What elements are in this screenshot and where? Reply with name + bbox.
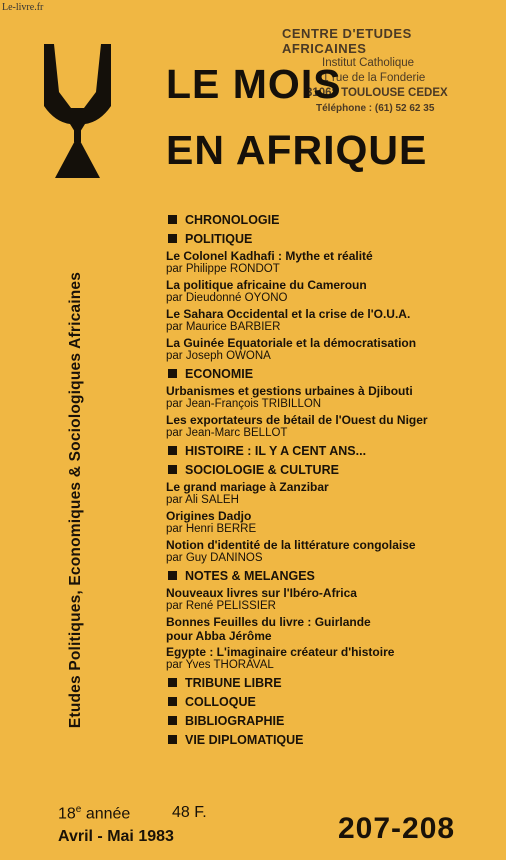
issue-number: 207-208 [338, 812, 456, 845]
section-sociologie: SOCIOLOGIE & CULTURE [166, 463, 496, 478]
article-title: Le Colonel Kadhafi : Mythe et réalité [166, 249, 373, 263]
article-author: par Jean-François TRIBILLON [166, 398, 322, 410]
article-author: par Jean-Marc BELLOT [166, 427, 288, 439]
section-tribune: TRIBUNE LIBRE [166, 676, 496, 691]
article-title: Bonnes Feuilles du livre : Guirlande [166, 615, 371, 629]
article-title: Egypte : L'imaginaire créateur d'histoire [166, 645, 395, 659]
article-author: par Dieudonné OYONO [166, 292, 288, 304]
article-title: La politique africaine du Cameroun [166, 278, 367, 292]
article-title: Notion d'identité de la littérature congolaise [166, 538, 416, 552]
bullet-square-icon [168, 234, 177, 243]
section-chronologie: CHRONOLOGIE [166, 213, 496, 228]
issue-date: Avril - Mai 1983 [58, 828, 174, 845]
article-title: pour Abba Jérôme [166, 629, 272, 643]
table-of-contents [166, 209, 496, 748]
journal-title-line-2: EN AFRIQUE [166, 127, 428, 173]
bullet-square-icon [168, 697, 177, 706]
article-title: Le grand mariage à Zanzibar [166, 480, 329, 494]
article-author: par René PELISSIER [166, 600, 276, 612]
spine-subtitle: Etudes Politiques, Economiques & Sociologiques Africaines [67, 271, 84, 729]
section-bibliographie: BIBLIOGRAPHIE [166, 714, 496, 729]
bullet-square-icon [168, 215, 177, 224]
article-title: Le Sahara Occidental et la crise de l'O.U.A. [166, 307, 411, 321]
article-title: Nouveaux livres sur l'Ibéro-Africa [166, 586, 357, 600]
article-title: Urbanismes et gestions urbaines à Djibouti [166, 384, 413, 398]
bullet-square-icon [168, 716, 177, 725]
stamp-line: Institut Catholique [322, 57, 415, 69]
volume-year: 18e année [58, 804, 131, 823]
journal-title-line-1: LE MOIS [166, 61, 342, 107]
article-author: par Maurice BARBIER [166, 321, 281, 333]
stamp-title: CENTRE D'ETUDES AFRICAINES [282, 26, 412, 56]
bullet-square-icon [168, 369, 177, 378]
price: 48 F. [172, 804, 207, 821]
bullet-square-icon [168, 446, 177, 455]
section-colloque: COLLOQUE [166, 695, 496, 710]
bullet-square-icon [168, 678, 177, 687]
article-author: par Henri BERRE [166, 523, 257, 535]
section-notes: NOTES & MELANGES [166, 569, 496, 584]
stamp-line: Téléphone : (61) 52 62 35 [316, 103, 435, 114]
article-title: Les exportateurs de bétail de l'Ouest du Niger [166, 413, 428, 427]
section-histoire: HISTOIRE : IL Y A CENT ANS... [166, 444, 496, 459]
journal-logo-icon [40, 40, 115, 180]
article-author: par Yves THORAVAL [166, 659, 274, 671]
stamp-line: 31 rue de la Fonderie [316, 72, 426, 84]
bullet-square-icon [168, 465, 177, 474]
article-title: La Guinée Equatoriale et la démocratisation [166, 336, 417, 350]
article-author: par Joseph OWONA [166, 350, 271, 362]
article-author: par Philippe RONDOT [166, 263, 280, 275]
article-title: Origines Dadjo [166, 509, 252, 523]
bullet-square-icon [168, 571, 177, 580]
section-economie: ECONOMIE [166, 367, 496, 382]
article-author: par Ali SALEH [166, 494, 239, 506]
stamp-line: 31068 TOULOUSE CEDEX [306, 87, 448, 99]
seller-watermark: Le-livre.fr [2, 2, 44, 13]
article-author: par Guy DANINOS [166, 552, 263, 564]
bullet-square-icon [168, 735, 177, 744]
section-politique: POLITIQUE [166, 232, 496, 247]
section-vie-diplomatique: VIE DIPLOMATIQUE [166, 733, 496, 748]
